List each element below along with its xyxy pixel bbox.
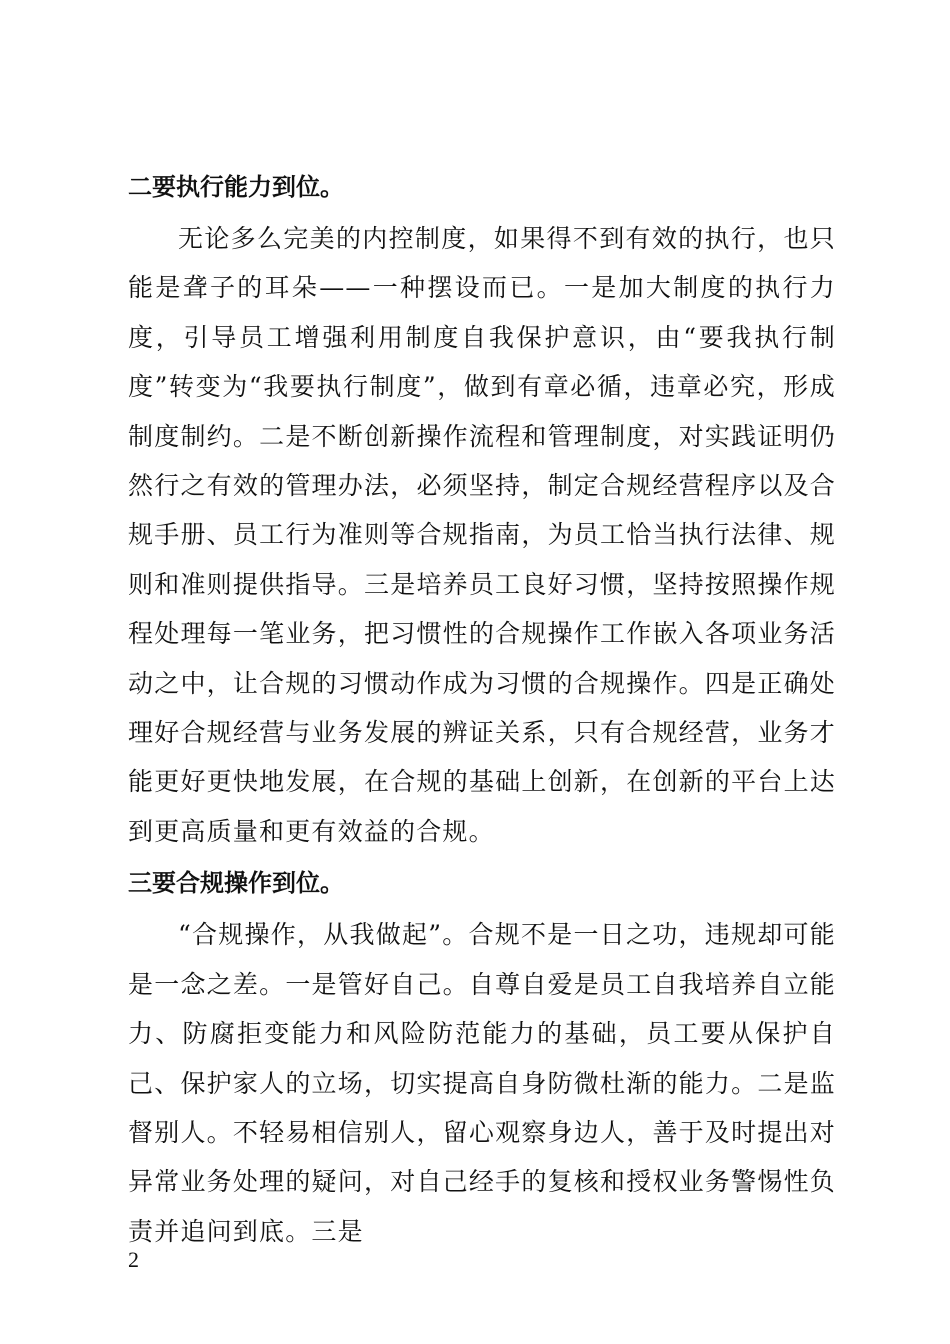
- section-paragraph-execution: 无论多么完美的内控制度，如果得不到有效的执行，也只能是聋子的耳朵——一种摆设而已。一是加大制度的执行力度，引导员工增强利用制度自我保护意识，由“要我执行制度”转变为“我要执行制度”，做到有章必循，违章必究，形成制度制约。二是不断创新操作流程和管理制度，对实践证明仍然行之有效的管理办法，必须坚持，制定合规经营程序以及合规手册、员工行为准则等合规指南，为员工恰当执行法律、规则和准则提供指导。三是培养员工良好习惯，坚持按照操作规程处理每一笔业务，把习惯性的合规操作工作嵌入各项业务活动之中，让合规的习惯动作成为习惯的合规操作。四是正确处理好合规经营与业务发展的辨证关系，只有合规经营，业务才能更好更快地发展，在合规的基础上创新，在创新的平台上达到更高质量和更有效益的合规。: [128, 224, 836, 846]
- section-heading-compliance: 三要合规操作到位。: [128, 868, 344, 898]
- section-paragraph-compliance: “合规操作，从我做起”。合规不是一日之功，违规却可能是一念之差。一是管好自己。自尊自爱是员工自我培养自立能力、防腐拒变能力和风险防范能力的基础，员工要从保护自己、保护家人的立场，切实提高自身防微杜渐的能力。二是监督别人。不轻易相信别人，留心观察身边人，善于及时提出对异常业务处理的疑问，对自己经手的复核和授权业务警惕性负责并追问到底。三是: [128, 920, 836, 1246]
- document-body: [128, 160, 836, 1256]
- page-number: 2: [128, 1247, 139, 1272]
- section-heading-execution: 二要执行能力到位。: [128, 172, 344, 201]
